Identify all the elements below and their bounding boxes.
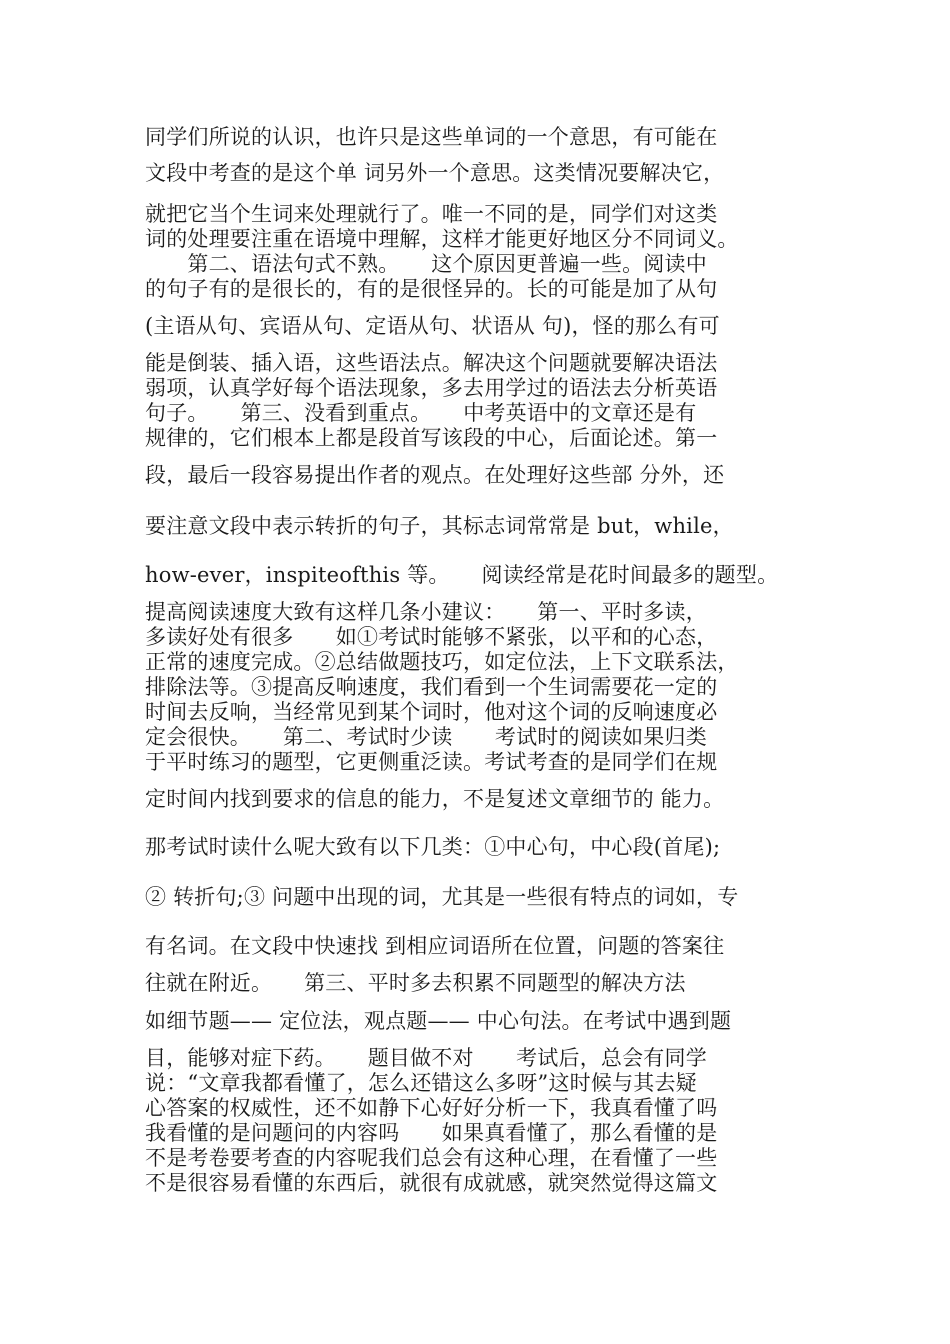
text-line: 第二、语法句式不熟。 这个原因更普遍一些。阅读中 — [145, 252, 707, 276]
text-line: 正常的速度完成。②总结做题技巧，如定位法，上下文联系法， — [145, 650, 739, 674]
text-line: 目，能够对症下药。 题目做不对 考试后，总会有同学 — [145, 1046, 707, 1070]
text-line: 不是考卷要考查的内容呢我们总会有这种心理，在看懂了一些 — [145, 1146, 718, 1170]
text-line: 多读好处有很多 如①考试时能够不紧张，以平和的心态， — [145, 625, 718, 649]
text-line: 有名词。在文段中快速找 到相应词语所在位置，问题的答案往 — [145, 934, 725, 958]
text-line: 提高阅读速度大致有这样几条小建议： 第一、平时多读， — [145, 600, 707, 624]
text-line: 句子。 第三、没看到重点。 中考英语中的文章还是有 — [145, 401, 697, 425]
text-line: 要注意文段中表示转折的句子，其标志词常常是 but，while， — [145, 514, 734, 538]
text-line: 词的处理要注重在语境中理解，这样才能更好地区分不同词义。 — [145, 227, 739, 251]
text-line: 不是很容易看懂的东西后，就很有成就感，就突然觉得这篇文 — [145, 1171, 718, 1195]
text-line: 心答案的权威性，还不如静下心好好分析一下，我真看懂了吗 — [145, 1096, 718, 1120]
text-line: (主语从句、宾语从句、定语从句、状语从 句)，怪的那么有可 — [145, 314, 720, 338]
text-line: 的句子有的是很长的，有的是很怪异的。长的可能是加了从句 — [145, 277, 718, 301]
text-line: 同学们所说的认识，也许只是这些单词的一个意思，有可能在 — [145, 125, 718, 149]
text-line: 那考试时读什么呢大致有以下几类：①中心句，中心段(首尾); — [145, 835, 721, 859]
text-line: 排除法等。③提高反响速度，我们看到一个生词需要花一定的 — [145, 675, 718, 699]
text-line: 如细节题—— 定位法，观点题—— 中心句法。在考试中遇到题 — [145, 1009, 732, 1033]
text-line: 段，最后一段容易提出作者的观点。在处理好这些部 分外，还 — [145, 463, 725, 487]
text-line: 文段中考查的是这个单 词另外一个意思。这类情况要解决它， — [145, 161, 725, 185]
text-line: ② 转折句;③ 问题中出现的词，尤其是一些很有特点的词如，专 — [145, 885, 739, 909]
text-line: 说：“文章我都看懂了，怎么还错这么多呀”这时候与其去疑 — [145, 1071, 697, 1095]
text-line: 就把它当个生词来处理就行了。唯一不同的是，同学们对这类 — [145, 202, 718, 226]
text-line: 时间去反响，当经常见到某个词时，他对这个词的反响速度必 — [145, 700, 718, 724]
text-line: how-ever，inspiteofthis 等。 阅读经常是花时间最多的题型。 — [145, 563, 779, 587]
text-line: 于平时练习的题型，它更侧重泛读。考试考查的是同学们在规 — [145, 750, 718, 774]
text-line: 能是倒装、插入语，这些语法点。解决这个问题就要解决语法 — [145, 351, 718, 375]
text-line: 定时间内找到要求的信息的能力，不是复述文章细节的 能力。 — [145, 787, 725, 811]
text-line: 往就在附近。 第三、平时多去积累不同题型的解决方法 — [145, 971, 686, 995]
text-line: 我看懂的是问题问的内容吗 如果真看懂了，那么看懂的是 — [145, 1121, 718, 1145]
text-line: 定会很快。 第二、考试时少读 考试时的阅读如果归类 — [145, 725, 707, 749]
text-line: 规律的，它们根本上都是段首写该段的中心，后面论述。第一 — [145, 426, 718, 450]
text-line: 弱项，认真学好每个语法现象，多去用学过的语法去分析英语 — [145, 376, 718, 400]
